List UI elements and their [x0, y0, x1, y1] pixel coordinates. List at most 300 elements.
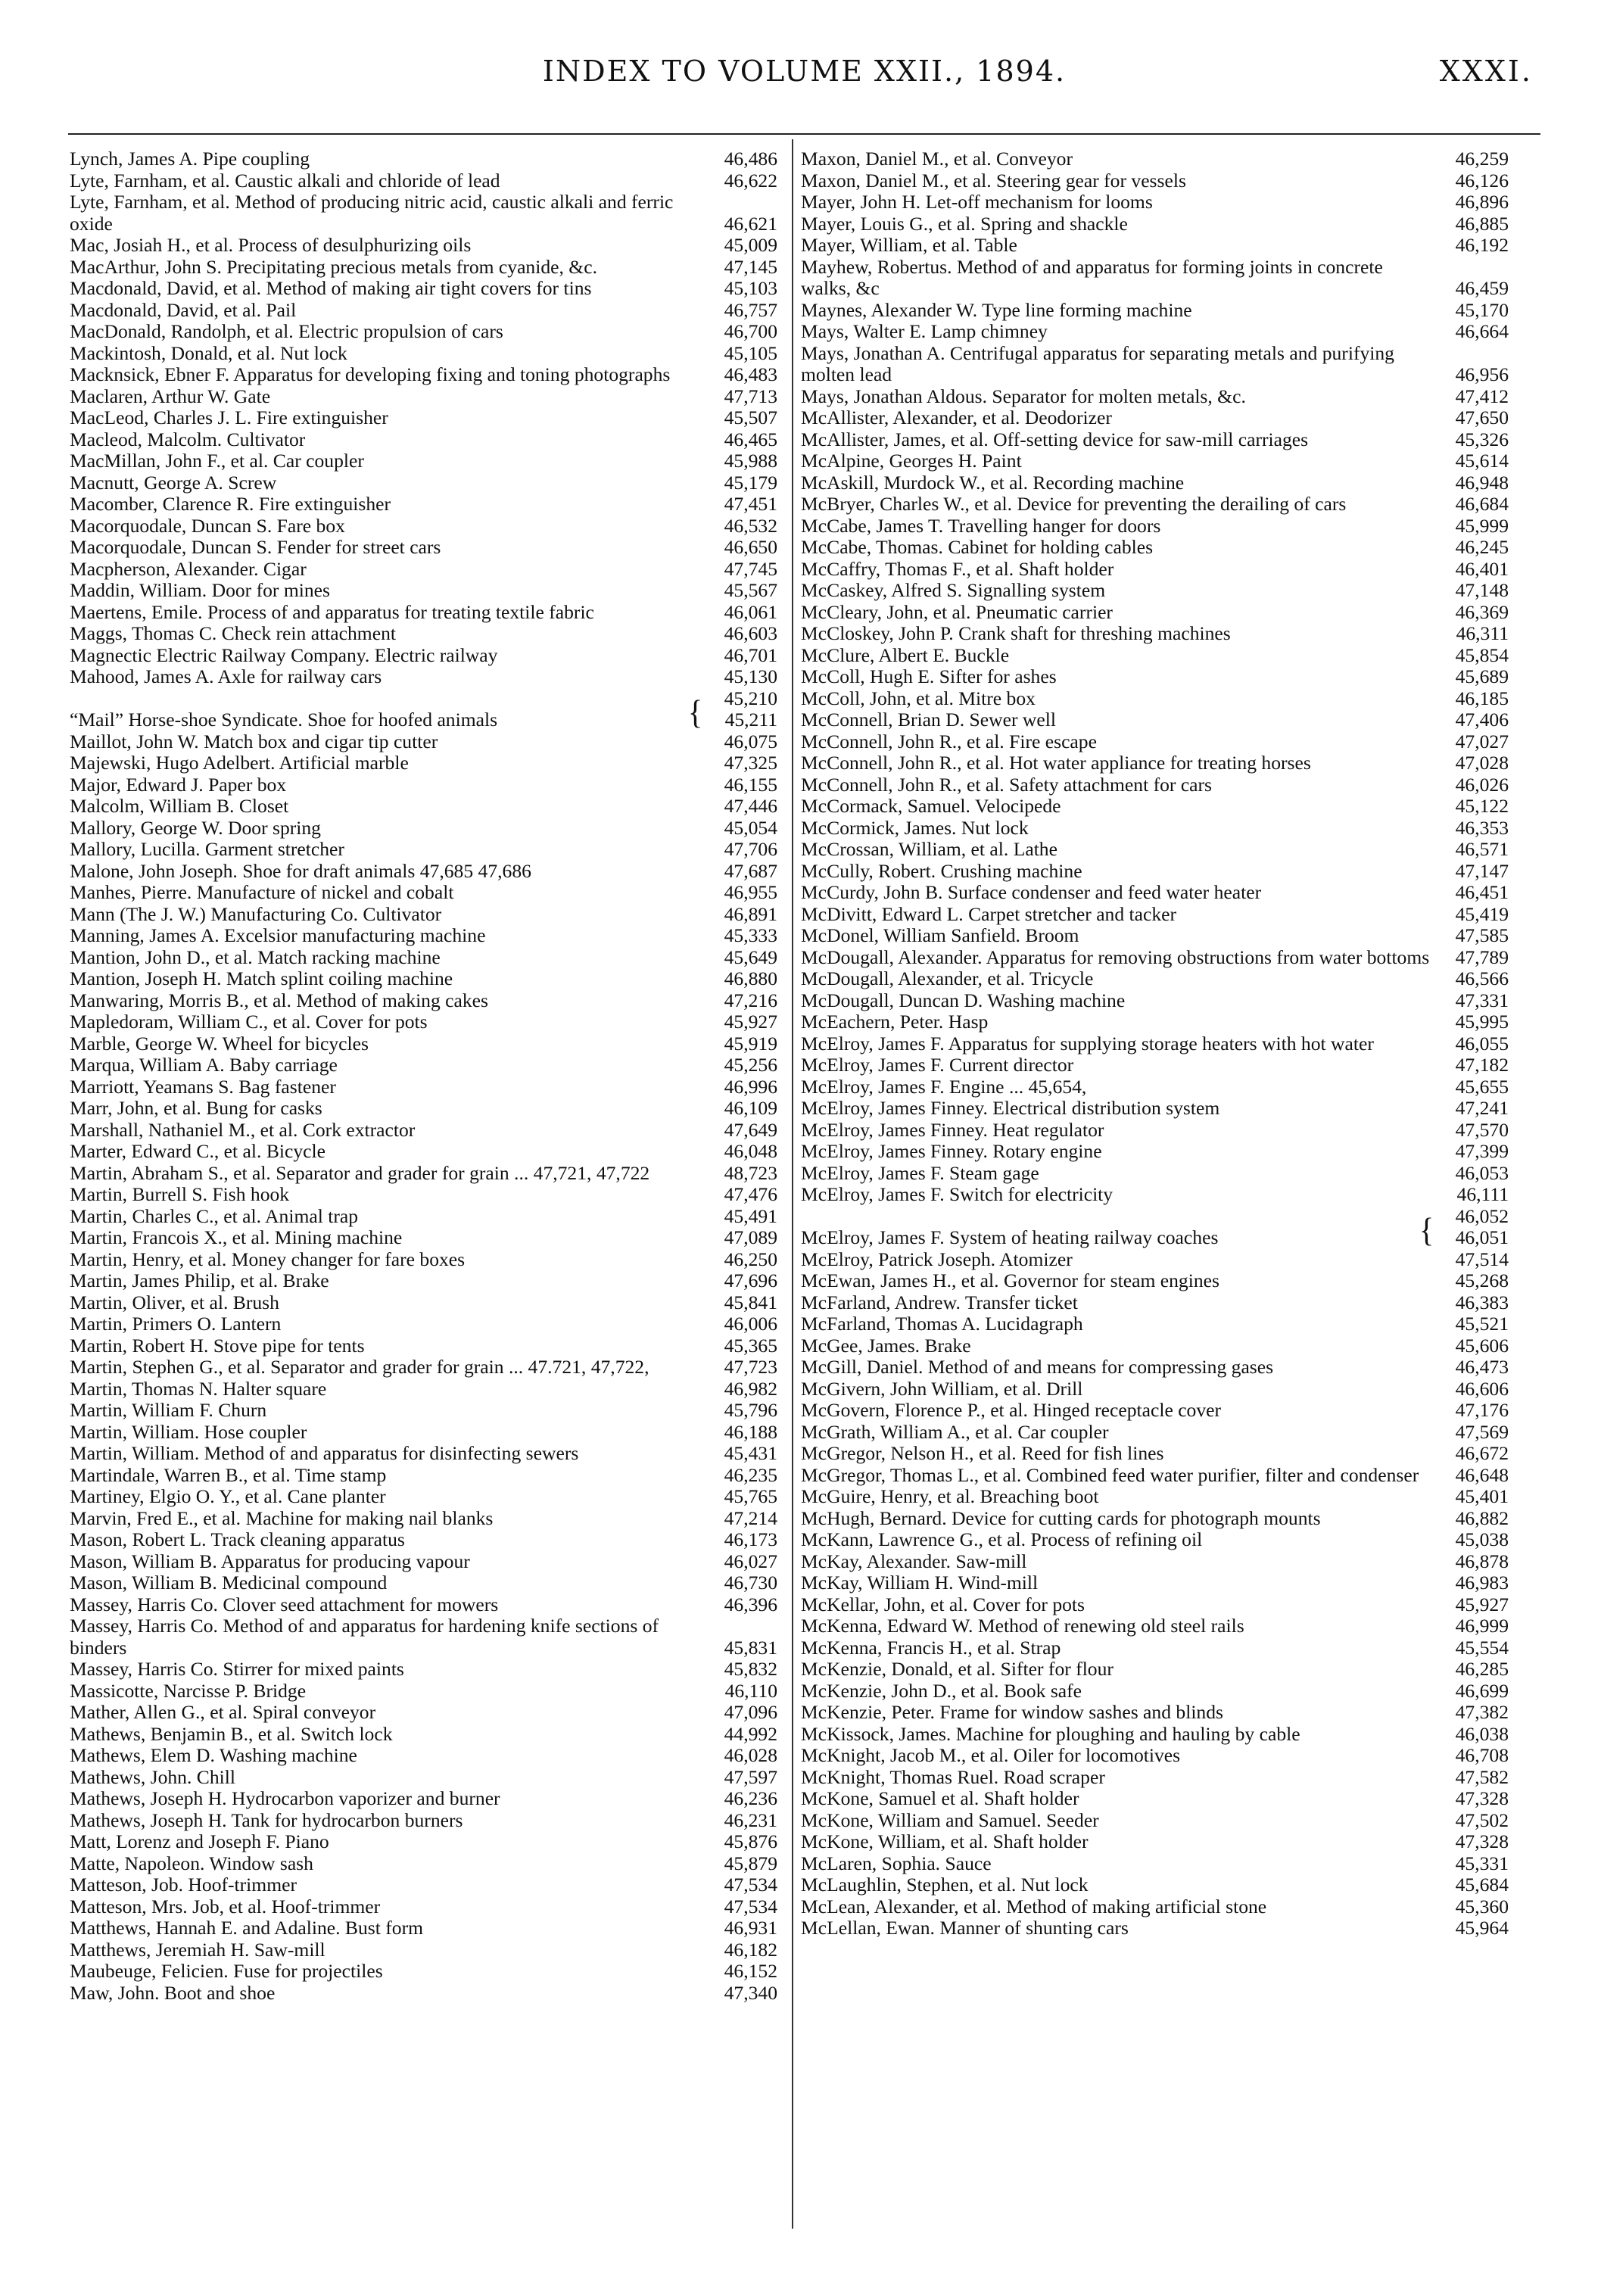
index-entry	[801, 861, 1509, 883]
patent-number	[700, 1400, 777, 1422]
patent-number	[1431, 1465, 1509, 1487]
patent-number	[700, 1983, 777, 2005]
index-entry	[801, 1163, 1509, 1185]
index-entry	[70, 1076, 777, 1098]
index-entry	[801, 1659, 1509, 1681]
entry-description: Frame for window sashes and blinds	[939, 1701, 1223, 1723]
entry-description: Strap	[1020, 1636, 1061, 1659]
entry-name: McElroy, Patrick Joseph.	[801, 1248, 996, 1270]
index-entry	[70, 1917, 777, 1939]
brace-mark: {	[1419, 1210, 1434, 1248]
patent-number	[1431, 321, 1509, 343]
entry-text	[70, 904, 700, 926]
patent-number-value: 46,999	[1455, 1615, 1509, 1637]
entry-text	[70, 559, 700, 581]
index-entry	[801, 731, 1509, 753]
entry-text	[70, 774, 700, 796]
entry-text	[801, 1831, 1431, 1853]
index-entry	[801, 494, 1509, 516]
entry-text	[70, 580, 700, 602]
patent-number	[1431, 1011, 1509, 1033]
entry-name: Macleod, Malcolm.	[70, 428, 223, 450]
entry-text	[801, 709, 1431, 731]
entry-name: Mays, Jonathan A.	[801, 341, 945, 364]
patent-number-value: 45,995	[1455, 1011, 1509, 1033]
entry-description: Bust form	[344, 1917, 424, 1939]
patent-number-value: 45,927	[1455, 1593, 1509, 1615]
entry-description: Clover seed attachment for mowers	[223, 1593, 499, 1615]
entry-text	[801, 1249, 1431, 1271]
patent-number-value: 46,730	[724, 1572, 777, 1593]
entry-text	[70, 752, 700, 774]
index-entry	[801, 709, 1509, 731]
entry-name: MacMillan, John F., et al.	[70, 450, 269, 472]
entry-text	[801, 537, 1431, 559]
entry-text	[70, 882, 700, 904]
entry-description: Sauce	[945, 1852, 992, 1874]
entry-description: Machine for ploughing and hauling by cable	[955, 1722, 1300, 1745]
entry-description: Method of and apparatus for forming joints in concrete walks, &c	[801, 255, 1383, 299]
entry-text	[801, 386, 1431, 408]
index-entry	[70, 386, 777, 408]
patent-number-value: 47,145	[724, 255, 777, 278]
entry-text	[70, 1443, 700, 1465]
entry-text	[70, 170, 700, 192]
entry-description: Spring and shackle	[980, 212, 1128, 235]
patent-number	[700, 645, 777, 667]
right-column	[801, 148, 1509, 1939]
patent-number-value: 46,111	[1456, 1183, 1509, 1205]
patent-number-value: 47,328	[1455, 1830, 1509, 1852]
patent-number	[700, 386, 777, 408]
entry-name: Matthews, Hannah E. and Adaline.	[70, 1917, 341, 1939]
index-entry	[70, 688, 777, 731]
index-entry	[70, 1594, 777, 1616]
entry-text	[70, 386, 700, 408]
entry-text	[70, 1572, 700, 1594]
entry-description: Door for mines	[211, 579, 330, 601]
patent-number	[700, 1443, 777, 1465]
entry-description: Saw-mill	[254, 1938, 325, 1961]
patent-number-value: 47,570	[1455, 1118, 1509, 1141]
entry-name: McFarland, Thomas A.	[801, 1313, 980, 1335]
entry-description: Separator and grader for grain ... 47.721, 47,722,	[270, 1356, 649, 1378]
index-entry	[70, 429, 777, 451]
entry-description: Method of making air tight covers for tins	[266, 277, 592, 299]
entry-description: Heat regulator	[992, 1118, 1104, 1141]
index-entry	[801, 1615, 1509, 1637]
entry-text	[801, 796, 1431, 818]
patent-number	[700, 1184, 777, 1206]
index-entry	[70, 904, 777, 926]
entry-description: Method of making artificial stone	[1006, 1895, 1267, 1917]
index-entry	[801, 321, 1509, 343]
entry-description: Saw-mill	[955, 1550, 1027, 1572]
index-entry	[801, 192, 1509, 213]
entry-text	[801, 1400, 1431, 1422]
entry-description: Apparatus for removing obstructions from water bottoms	[986, 946, 1430, 968]
patent-number	[700, 1939, 777, 1961]
index-entry	[70, 1983, 777, 2005]
patent-number	[700, 602, 777, 624]
entry-description: Cane planter	[287, 1485, 386, 1507]
patent-number-value: 46,055	[1455, 1032, 1509, 1055]
patent-number	[1431, 968, 1509, 990]
entry-name: McCully, Robert.	[801, 859, 936, 882]
entry-name: McCrossan, William, et al.	[801, 838, 1009, 860]
entry-text	[801, 1896, 1431, 1918]
patent-number-value: 45,105	[724, 341, 777, 364]
patent-number	[1431, 1896, 1509, 1918]
patent-number	[700, 882, 777, 904]
patent-number-value: 46,931	[724, 1917, 777, 1939]
index-entry	[70, 796, 777, 818]
entry-text	[70, 1767, 700, 1789]
entry-text	[801, 1120, 1431, 1142]
entry-text	[70, 1874, 700, 1896]
patent-number-value: 47,514	[1455, 1248, 1509, 1270]
entry-name: McDougall, Duncan D.	[801, 989, 983, 1011]
entry-text	[70, 1961, 700, 1983]
index-entry	[70, 1098, 777, 1120]
patent-number-value: 46,700	[724, 320, 777, 342]
entry-name: McGivern, John William, et al.	[801, 1377, 1042, 1400]
patent-number-value: 47,696	[724, 1269, 777, 1291]
entry-name: Martin, Oliver, et al.	[70, 1291, 229, 1313]
patent-number-value: 46,708	[1455, 1744, 1509, 1766]
entry-text	[70, 1335, 700, 1357]
entry-description: Current director	[949, 1054, 1074, 1076]
index-entry	[801, 1551, 1509, 1573]
entry-text	[70, 235, 700, 257]
entry-name: Mac, Josiah H., et al.	[70, 234, 234, 256]
entry-description: Time stamp	[294, 1463, 387, 1486]
index-entry	[70, 968, 777, 990]
entry-name: MacArthur, John S.	[70, 255, 222, 278]
patent-number	[700, 213, 777, 235]
patent-number-value: 45,256	[724, 1054, 777, 1076]
entry-name: Maertens, Emile.	[70, 600, 203, 623]
index-entry	[70, 1141, 777, 1163]
entry-name: Mahood, James A.	[70, 665, 214, 687]
entry-text	[801, 1810, 1431, 1832]
entry-name: Marble, George W.	[70, 1032, 218, 1055]
entry-description: Shaft holder	[1018, 557, 1114, 580]
entry-name: McConnell, John R., et al.	[801, 730, 1005, 752]
entry-name: Martin, Charles C., et al.	[70, 1204, 262, 1227]
entry-name: Maynes, Alexander W.	[801, 298, 978, 321]
patent-number	[700, 796, 777, 818]
index-entry	[70, 1357, 777, 1379]
entry-text	[70, 257, 700, 279]
patent-number-value: 45,841	[724, 1291, 777, 1313]
patent-number	[700, 1163, 777, 1185]
patent-number	[1431, 882, 1509, 904]
entry-name: Marr, John, et al.	[70, 1097, 201, 1119]
patent-number-value: 45,554	[1455, 1636, 1509, 1659]
patent-number-value: 46,622	[724, 169, 777, 192]
entry-text	[70, 623, 700, 645]
patent-number-value: 46,603	[724, 622, 777, 644]
patent-number-value: 46,948	[1455, 471, 1509, 494]
index-entry	[70, 1227, 777, 1249]
entry-name: McCaffry, Thomas F., et al.	[801, 557, 1014, 580]
entry-description: Window sash	[209, 1852, 313, 1874]
entry-name: Martin, William F.	[70, 1399, 213, 1421]
index-entry	[70, 580, 777, 602]
entry-text	[70, 709, 688, 731]
entry-text	[70, 1810, 700, 1832]
entry-name: McElroy, James F.	[801, 1075, 945, 1098]
patent-number	[1431, 278, 1509, 300]
patent-number	[700, 429, 777, 451]
entry-text	[801, 1572, 1431, 1594]
patent-number	[1431, 688, 1509, 710]
entry-description: Sewer well	[969, 709, 1056, 731]
patent-number-value: 45,009	[724, 234, 777, 256]
entry-name: McElroy, James Finney.	[801, 1097, 988, 1119]
brace-mark: {	[688, 693, 703, 731]
entry-description: Apparatus for producing vapour	[220, 1550, 470, 1572]
entry-text	[801, 1357, 1431, 1379]
index-entry	[70, 818, 777, 840]
patent-number-value: 46,684	[1455, 493, 1509, 515]
patent-number-value: 45,333	[724, 924, 777, 946]
entry-text	[801, 1767, 1431, 1789]
index-entry	[801, 386, 1509, 408]
entry-description: Velocipede	[974, 795, 1061, 817]
patent-number	[700, 731, 777, 753]
entry-text	[801, 300, 1431, 322]
entry-text	[801, 839, 1431, 861]
entry-name: Mather, Allen G., et al.	[70, 1701, 248, 1723]
patent-number-value: 46,451	[1455, 881, 1509, 903]
entry-name: McDivitt, Edward L.	[801, 902, 964, 925]
entry-description: Garment stretcher	[204, 838, 344, 860]
patent-number	[1431, 1400, 1509, 1422]
entry-name: Malcolm, William B.	[70, 795, 235, 817]
entry-name: McElroy, James F.	[801, 1054, 945, 1076]
entry-text	[70, 1486, 700, 1508]
patent-number	[1431, 1874, 1509, 1896]
patent-number-value: 47,325	[724, 752, 777, 774]
index-entry	[70, 1400, 777, 1422]
entry-text	[801, 148, 1431, 170]
index-entry	[70, 1551, 777, 1573]
entry-description: Deodorizer	[1024, 407, 1112, 428]
entry-text	[70, 666, 700, 688]
entry-name: Martin, Primers O.	[70, 1313, 216, 1335]
entry-description: Apparatus for supplying storage heaters with hot water	[948, 1032, 1374, 1055]
entry-description: Off-setting device for saw-mill carriages	[993, 428, 1309, 450]
entry-text	[70, 192, 700, 235]
entry-description: Manner of shunting cars	[939, 1917, 1129, 1939]
entry-name: Manning, James A.	[70, 924, 220, 946]
index-entry	[801, 580, 1509, 602]
entry-text	[801, 580, 1431, 602]
patent-number	[1431, 602, 1509, 624]
patent-number-value: 46,566	[1455, 967, 1509, 989]
patent-number	[700, 752, 777, 774]
entry-name: Maxon, Daniel M., et al.	[801, 169, 992, 192]
entry-name: McFarland, Andrew.	[801, 1291, 961, 1313]
entry-description: Shoe for hoofed animals	[307, 709, 498, 731]
entry-name: McColl, John, et al.	[801, 687, 954, 709]
entry-text	[70, 343, 700, 365]
index-entry	[70, 1055, 777, 1076]
entry-description: Fish hook	[212, 1183, 290, 1205]
patent-number	[700, 1379, 777, 1400]
page-title: INDEX TO VOLUME XXII., 1894.	[542, 55, 1067, 88]
entry-description: Buckle	[954, 643, 1010, 666]
patent-number	[1431, 1724, 1509, 1746]
entry-name: Martin, Abraham S., et al.	[70, 1161, 271, 1184]
entry-text	[70, 990, 700, 1012]
entry-text	[801, 1443, 1431, 1465]
entry-text	[801, 1335, 1431, 1357]
patent-number	[1431, 1313, 1509, 1335]
patent-number	[700, 472, 777, 494]
patent-number	[1431, 1529, 1509, 1551]
entry-name: Maggs, Thomas C.	[70, 622, 217, 644]
entry-name: Mann (The J. W.) Manufacturing Co.	[70, 902, 358, 925]
index-entry	[801, 1572, 1509, 1594]
entry-text	[801, 1184, 1431, 1206]
entry-description: Let-off mechanism for looms	[925, 191, 1153, 213]
index-entry	[801, 666, 1509, 688]
index-entry	[70, 537, 777, 559]
patent-number-value: 45,130	[724, 665, 777, 687]
patent-number-value: 45,649	[724, 946, 777, 968]
entry-text	[70, 1422, 700, 1444]
entry-text	[801, 235, 1431, 257]
entry-text	[70, 1163, 700, 1185]
entry-name: Martin, Thomas N.	[70, 1377, 218, 1400]
index-entry	[801, 623, 1509, 645]
entry-description: Stove pipe for tents	[213, 1334, 365, 1357]
entry-text	[70, 1983, 700, 2005]
patent-number	[1431, 1681, 1509, 1703]
entry-description: Mining machine	[274, 1226, 403, 1248]
index-entry	[801, 1422, 1509, 1444]
entry-text	[801, 472, 1431, 494]
entry-name: McClure, Albert E.	[801, 643, 950, 666]
patent-number-value: 46,885	[1455, 212, 1509, 235]
index-entry	[801, 839, 1509, 861]
entry-description: Check rein attachment	[221, 622, 396, 644]
index-entry	[70, 364, 777, 386]
entry-text	[801, 623, 1431, 645]
patent-number-value: 45,655	[1455, 1075, 1509, 1098]
patent-number	[700, 1702, 777, 1724]
index-entry	[70, 1033, 777, 1055]
entry-text	[70, 278, 700, 300]
patent-number-value: 47,706	[724, 838, 777, 860]
patent-number	[700, 1551, 777, 1573]
patent-number	[1431, 1098, 1509, 1120]
entry-text	[70, 1681, 700, 1703]
entry-text	[801, 645, 1431, 667]
entry-name: McAlpine, Georges H.	[801, 450, 977, 472]
patent-number-value: 46,486	[724, 148, 777, 170]
patent-number	[700, 1249, 777, 1271]
patent-number-value: 47,650	[1455, 407, 1509, 428]
index-entry	[70, 1313, 777, 1335]
entry-text	[801, 666, 1431, 688]
entry-description: Process of refining oil	[1030, 1528, 1203, 1550]
index-entry	[70, 1379, 777, 1400]
index-entry	[801, 1141, 1509, 1163]
entry-description: Drill	[1046, 1377, 1083, 1400]
index-entry	[801, 818, 1509, 840]
patent-number-value: 47,382	[1455, 1701, 1509, 1723]
entry-text	[70, 1249, 700, 1271]
index-entry	[70, 1767, 777, 1789]
patent-number-value: 46,185	[1455, 687, 1509, 709]
patent-number	[1431, 1033, 1509, 1055]
entry-text	[801, 990, 1431, 1012]
patent-number	[1431, 1163, 1509, 1185]
patent-number-value: 46,126	[1455, 169, 1509, 192]
entry-description: Method of and apparatus for disinfecting sewers	[204, 1442, 579, 1464]
entry-text	[70, 494, 700, 516]
entry-text	[70, 1551, 700, 1573]
entry-name: Maw, John.	[70, 1981, 160, 2004]
patent-number	[1431, 1788, 1509, 1810]
patent-number-value: 46,650	[724, 536, 777, 558]
entry-text	[70, 1465, 700, 1487]
entry-text	[801, 1874, 1431, 1896]
entry-description: Recording machine	[1033, 471, 1185, 494]
entry-text	[801, 925, 1431, 947]
entry-description: Boot and shoe	[164, 1981, 276, 2004]
index-entry	[70, 1745, 777, 1767]
entry-text	[70, 1055, 700, 1076]
entry-description: Artificial marble	[279, 752, 409, 774]
entry-description: Hinged receptacle cover	[1033, 1399, 1222, 1421]
entry-description: Hoof-trimmer	[271, 1895, 381, 1917]
entry-name: McAllister, James, et al.	[801, 428, 989, 450]
patent-number-value: 45,831	[724, 1636, 777, 1659]
patent-number	[1431, 1702, 1509, 1724]
entry-description: Halter square	[223, 1377, 327, 1400]
entry-text	[801, 1853, 1431, 1875]
entry-description: Sifter for flour	[1000, 1658, 1114, 1680]
entry-description: Conveyor	[996, 148, 1073, 170]
patent-number-value: 47,502	[1455, 1808, 1509, 1831]
patent-number	[700, 1724, 777, 1746]
entry-description: Bag fastener	[238, 1075, 336, 1098]
page-number: XXXI.	[1439, 55, 1533, 88]
patent-number-value: 46,757	[724, 298, 777, 321]
entry-description: Cabinet for holding cables	[948, 536, 1154, 558]
patent-number-value: 45,507	[724, 407, 777, 428]
patent-number-value: 46,152	[724, 1960, 777, 1982]
index-entry	[801, 1529, 1509, 1551]
entry-name: McHugh, Bernard.	[801, 1506, 947, 1529]
index-entry	[70, 1831, 777, 1853]
entry-text	[801, 904, 1431, 926]
index-entry	[70, 1529, 777, 1551]
entry-text	[801, 1055, 1431, 1076]
entry-text	[801, 1615, 1431, 1637]
patent-number	[1431, 1486, 1509, 1508]
entry-description: Washing machine	[987, 989, 1126, 1011]
entry-name: Mathews, John.	[70, 1765, 192, 1788]
index-entry	[801, 407, 1509, 429]
patent-number	[1431, 1055, 1509, 1076]
index-entry	[70, 1896, 777, 1918]
